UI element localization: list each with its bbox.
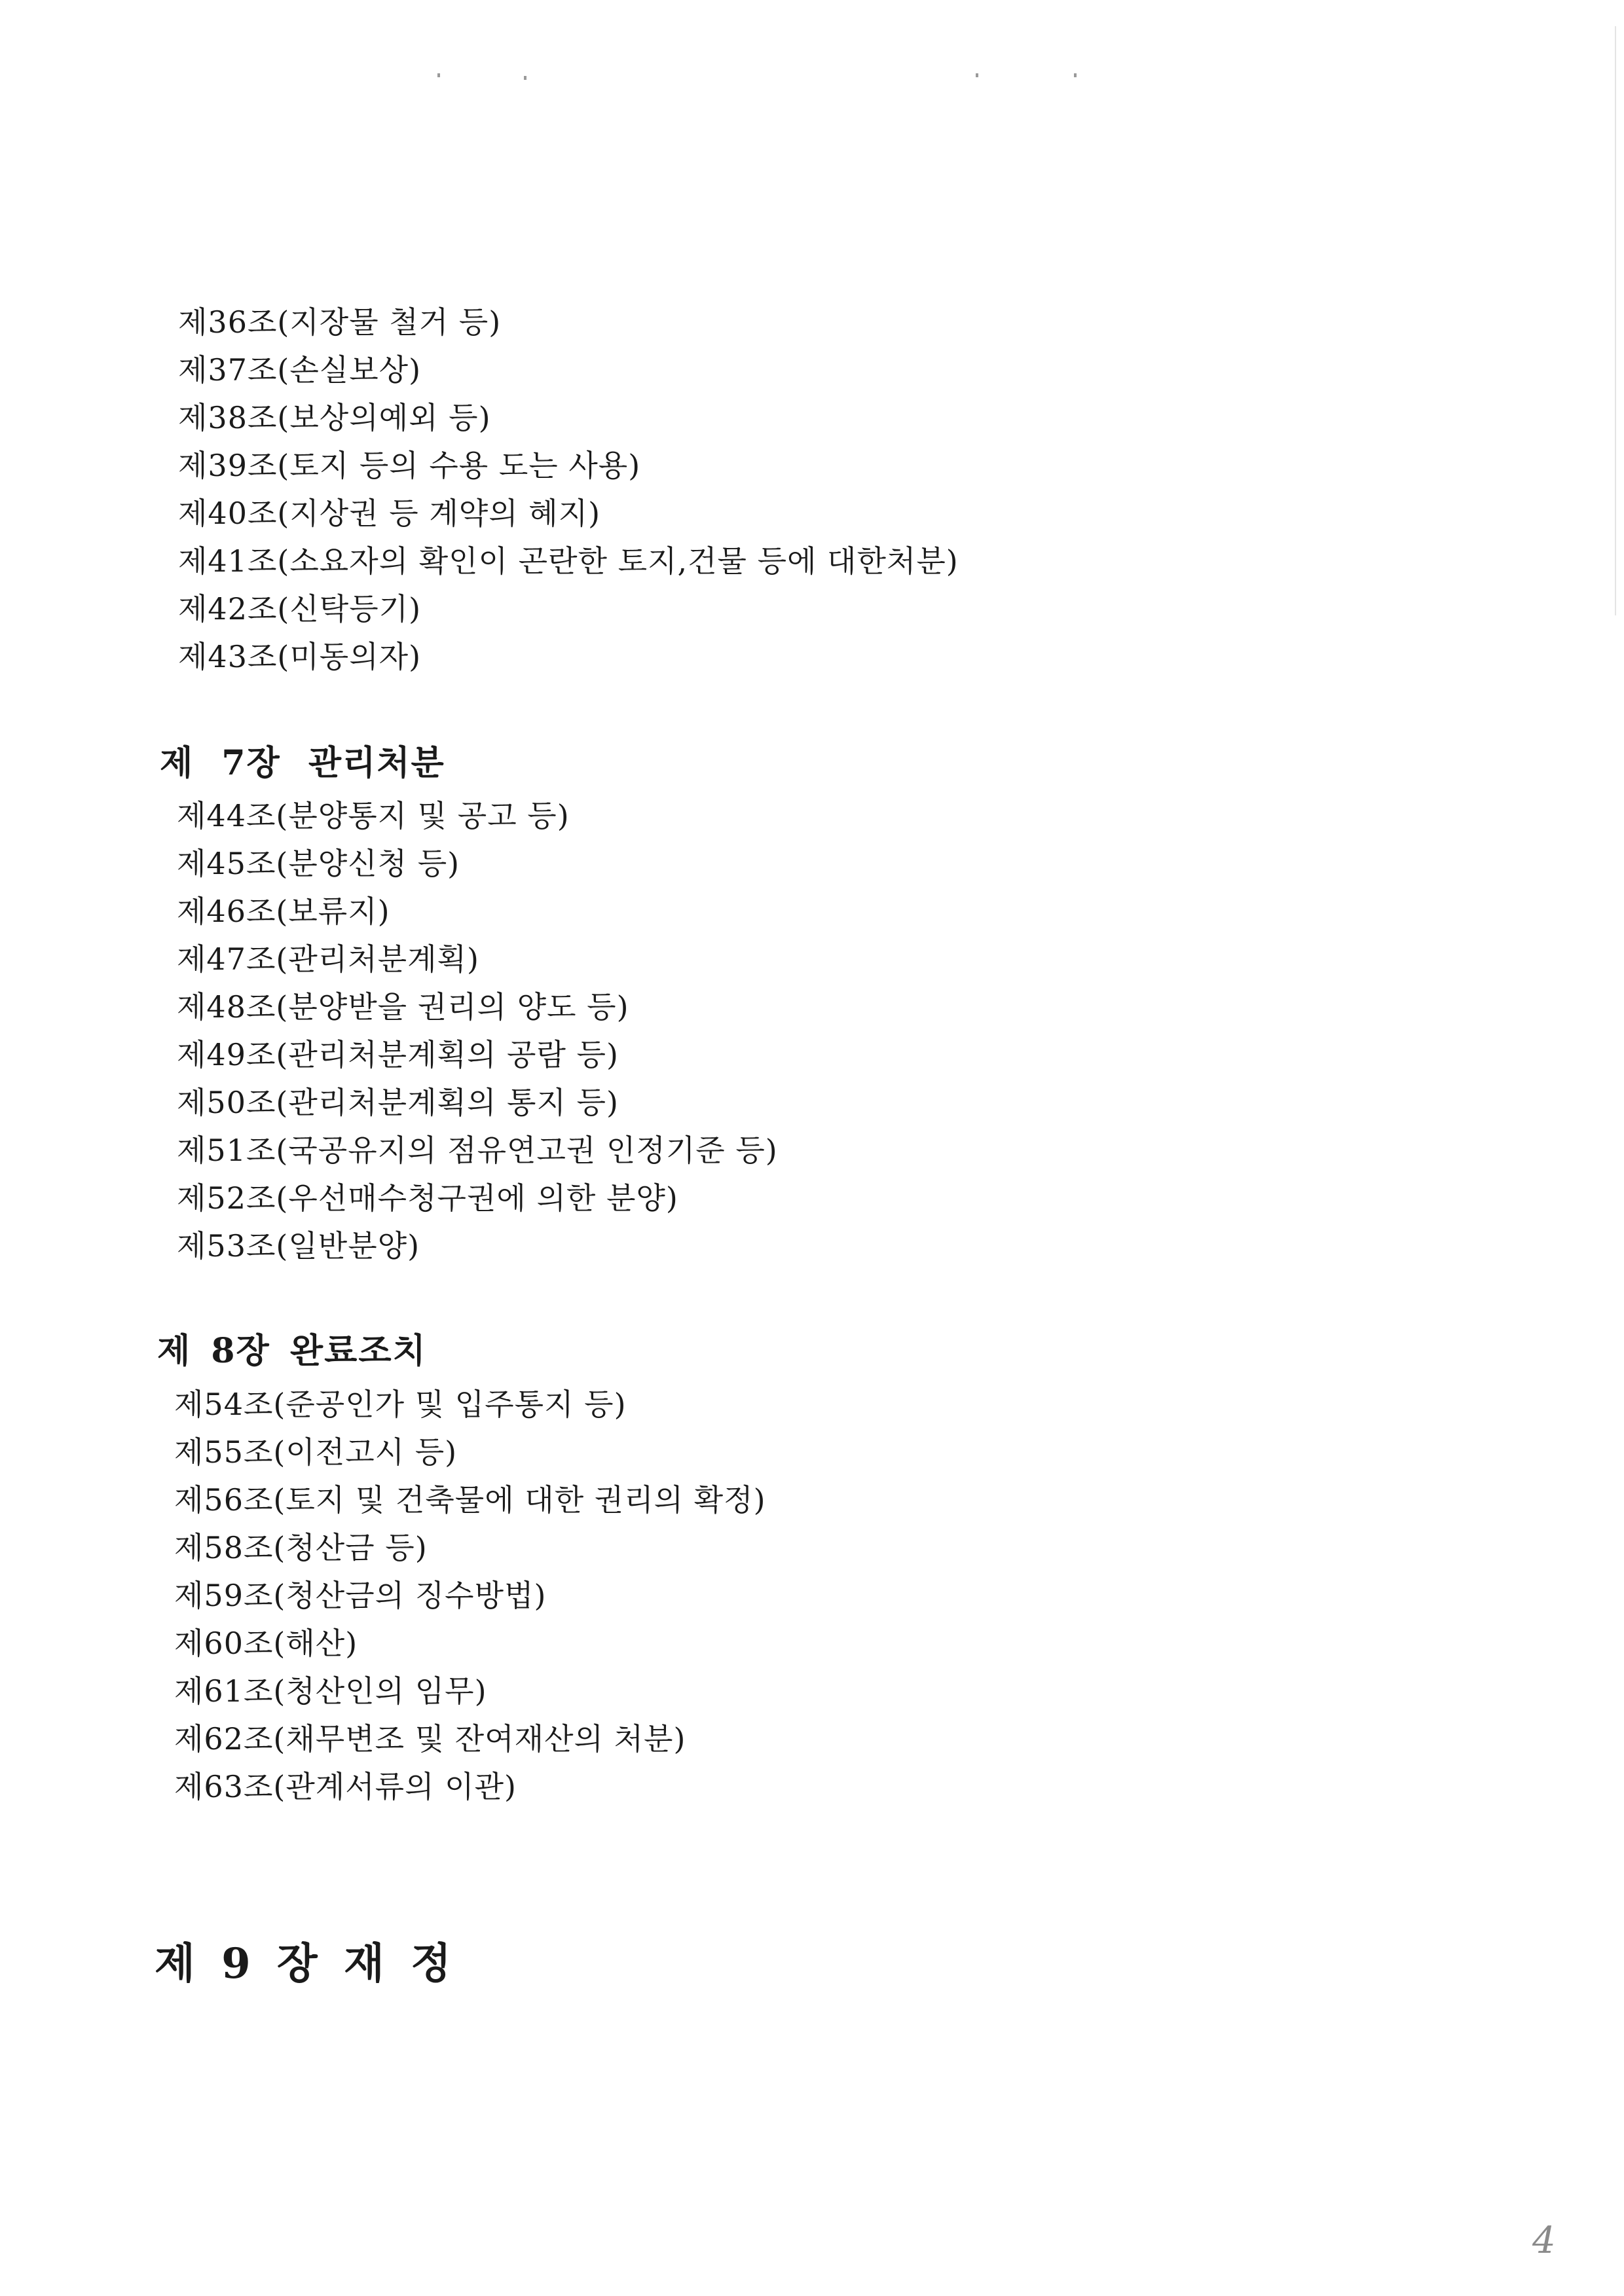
article-55: 제55조(이전고시 등) [174, 1434, 458, 1470]
article-41: 제41조(소요자의 확인이 곤란한 토지,건물 등에 대한처분) [178, 543, 959, 579]
scan-edge-line [1615, 26, 1616, 615]
article-56: 제56조(토지 및 건축물에 대한 권리의 확정) [174, 1482, 766, 1518]
chapter-7-heading: 제 7장 관리처분 [160, 743, 445, 783]
chapter-8-heading: 제 8장 완료조치 [157, 1331, 427, 1371]
scan-speck [524, 76, 526, 80]
scan-speck [1074, 73, 1077, 77]
article-36: 제36조(지장물 철거 등) [178, 304, 502, 340]
article-39: 제39조(토지 등의 수용 도는 사용) [178, 448, 641, 483]
page-number: 4 [1532, 2219, 1556, 2262]
article-58: 제58조(청산금 등) [174, 1530, 428, 1565]
article-61: 제61조(청산인의 임무) [174, 1673, 487, 1709]
article-59: 제59조(청산금의 징수방법) [174, 1578, 547, 1613]
article-63: 제63조(관계서류의 이관) [174, 1769, 517, 1804]
chapter-9-heading: 제 9 장 재 정 [155, 1939, 451, 1988]
article-53: 제53조(일반분양) [177, 1228, 420, 1264]
article-45: 제45조(분양신청 등) [177, 846, 460, 881]
article-49: 제49조(관리처분계획의 공람 등) [177, 1037, 619, 1072]
article-42: 제42조(신탁등기) [178, 591, 422, 627]
article-48: 제48조(분양받을 권리의 양도 등) [177, 989, 629, 1025]
article-46: 제46조(보류지) [177, 894, 390, 929]
article-43: 제43조(미동의자) [178, 639, 422, 674]
article-37: 제37조(손실보상) [178, 352, 422, 388]
article-52: 제52조(우선매수청구권에 의한 분양) [177, 1180, 678, 1216]
article-54: 제54조(준공인가 및 입주통지 등) [174, 1387, 627, 1422]
article-50: 제50조(관리처분계획의 통지 등) [177, 1085, 619, 1120]
article-60: 제60조(해산) [174, 1626, 358, 1661]
article-51: 제51조(국공유지의 점유연고권 인정기준 등) [177, 1133, 778, 1168]
article-62: 제62조(채무변조 및 잔여재산의 처분) [174, 1721, 686, 1757]
scan-speck [437, 73, 440, 77]
scan-speck [976, 73, 978, 77]
article-40: 제40조(지상권 등 계약의 혜지) [178, 496, 601, 531]
article-38: 제38조(보상의예외 등) [178, 400, 491, 435]
article-47: 제47조(관리처분계획) [177, 941, 479, 977]
article-44: 제44조(분양통지 및 공고 등) [177, 798, 570, 833]
